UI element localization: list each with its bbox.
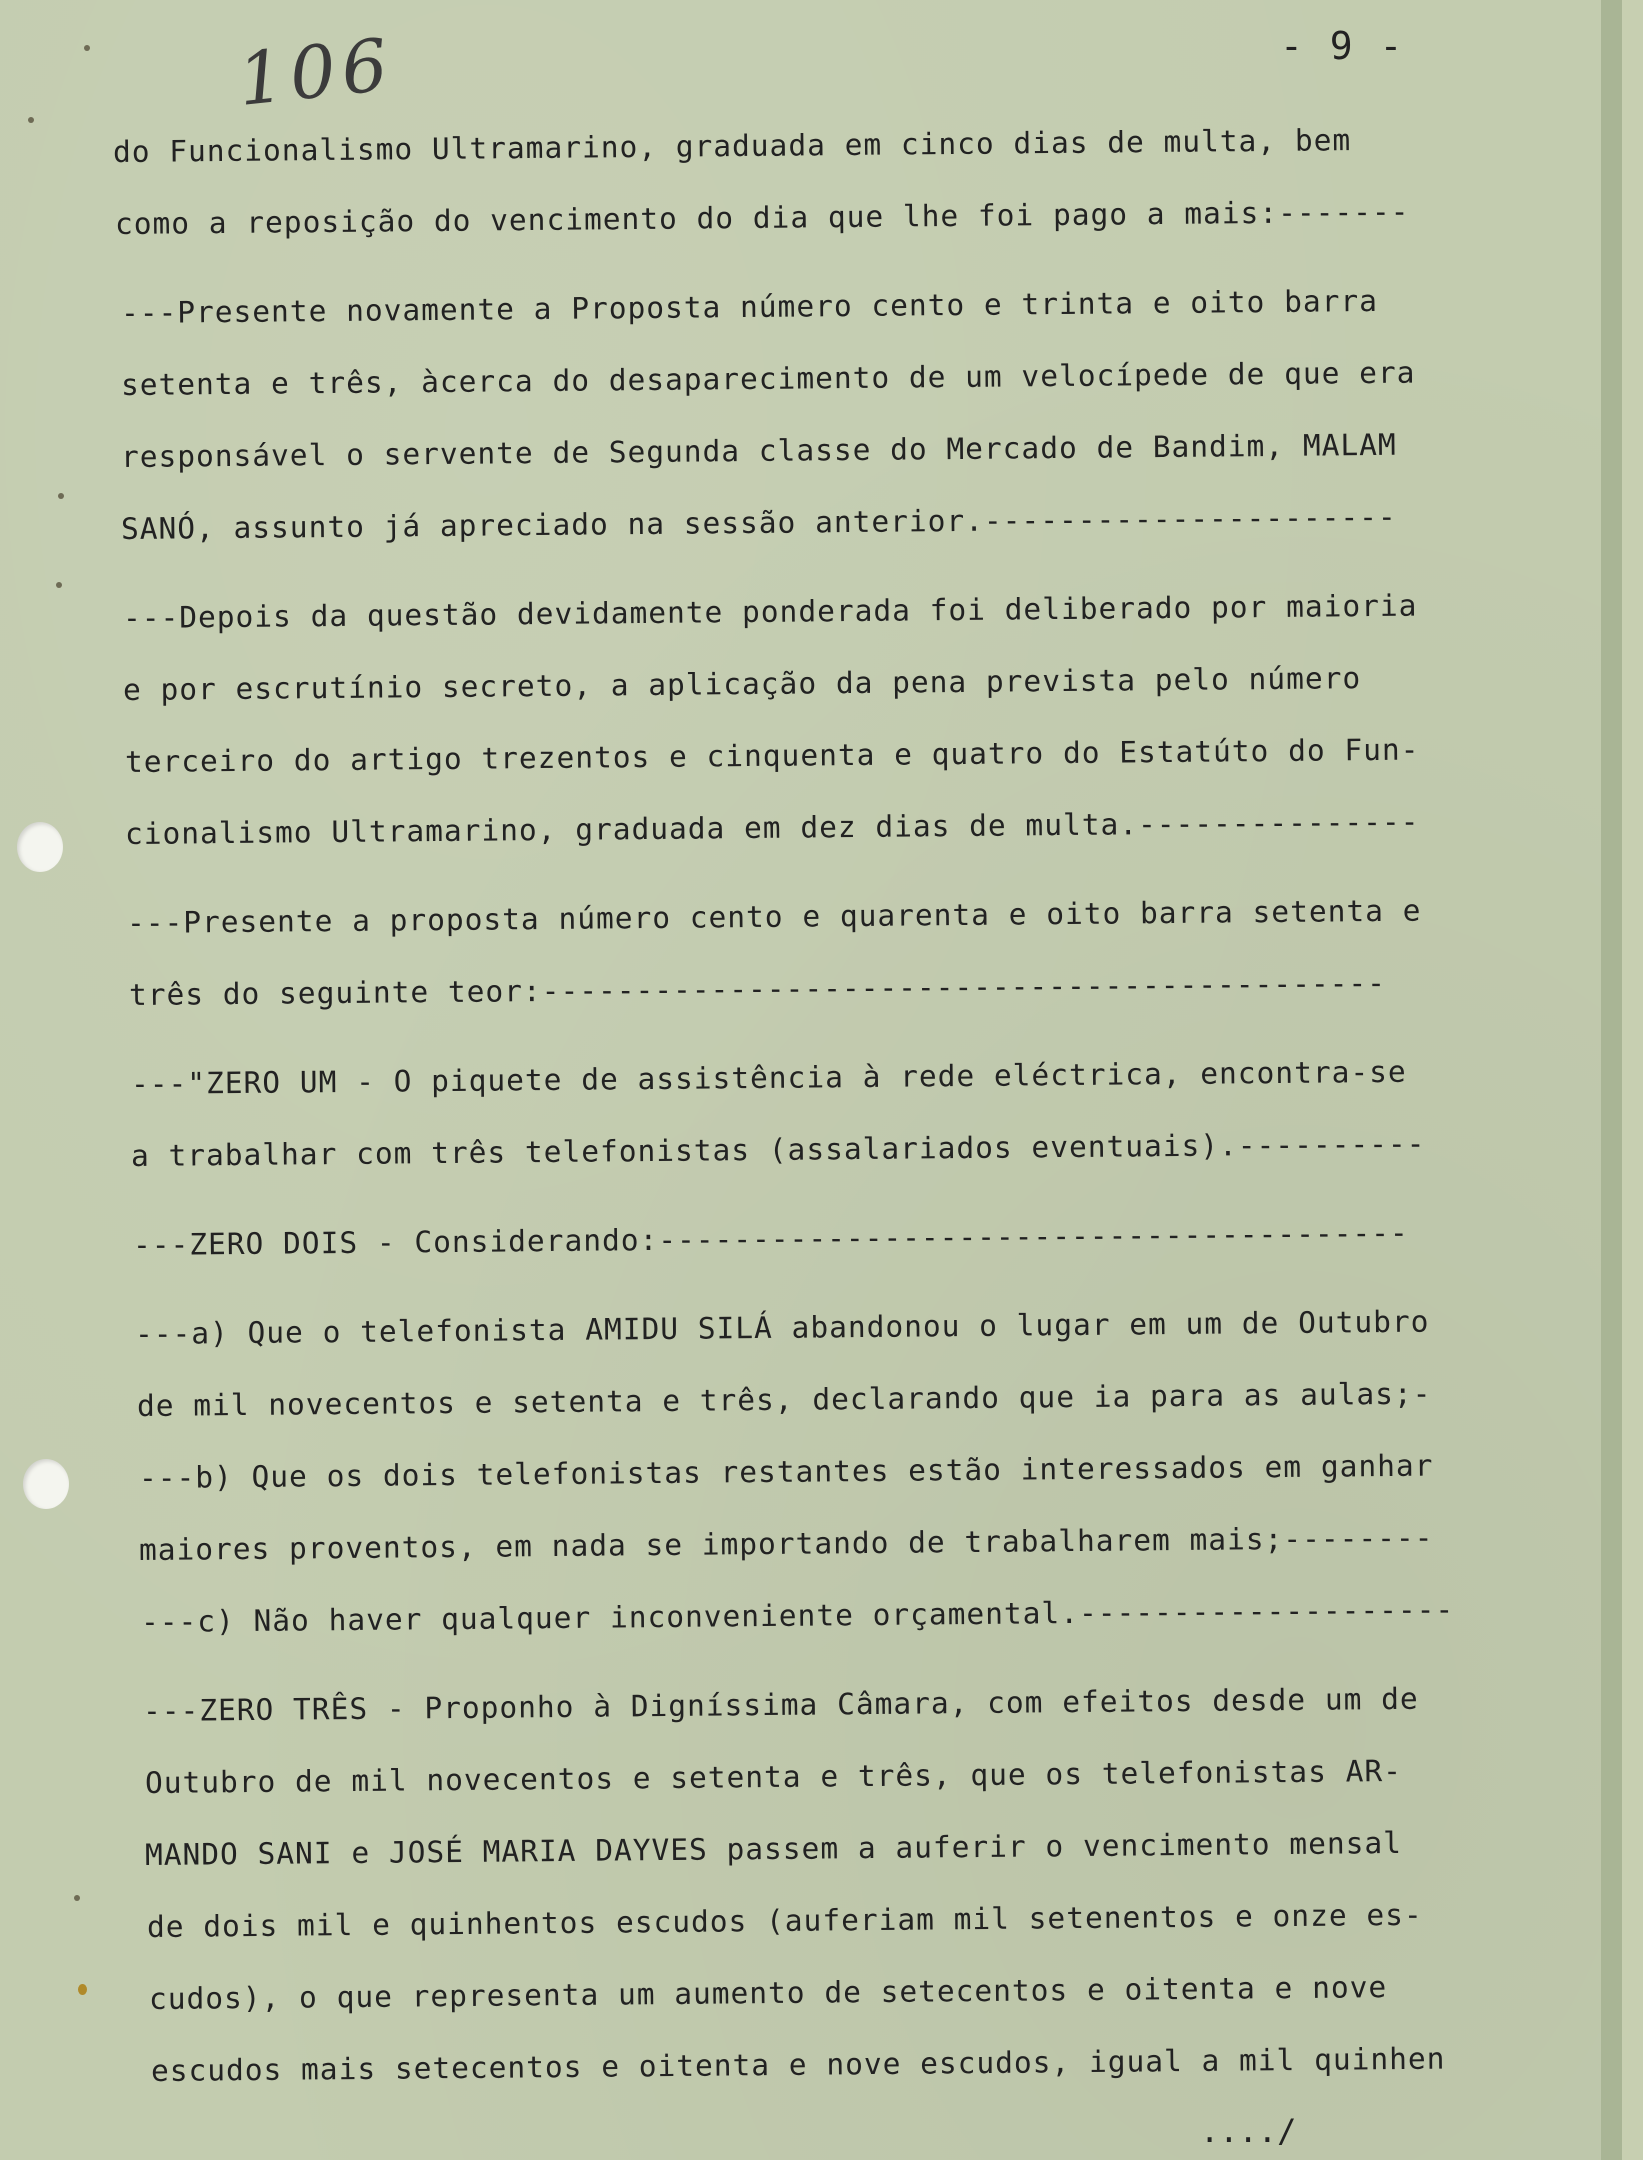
text-line: Outubro de mil novecentos e setenta e três, que os telefonistas AR- — [144, 1753, 1403, 1800]
text-line: ---ZERO TRÊS - Proponho à Digníssima Câmara, com efeitos desde um de — [142, 1681, 1419, 1728]
text-line: maiores proventos, em nada se importando de trabalharem mais;-------- — [138, 1520, 1434, 1567]
text-line: de mil novecentos e setenta e três, declarando que ia para as aulas;- — [136, 1376, 1432, 1423]
text-line: a trabalhar com três telefonistas (assalariados eventuais).---------- — [130, 1126, 1426, 1173]
text-line: e por escrutínio secreto, a aplicação da pena prevista pelo número — [122, 661, 1362, 707]
handwritten-folio-number: 106 — [234, 22, 398, 122]
text-line: ---b) Que os dois telefonistas restantes estão interessados em ganhar — [138, 1448, 1434, 1495]
text-line: terceiro do artigo trezentos e cinquenta e quatro do Estatúto do Fun- — [124, 732, 1420, 779]
text-line: responsável o servente de Segunda classe do Mercado de Bandim, MALAM — [120, 427, 1397, 474]
text-line: três do seguinte teor:--------------------------------------------- — [128, 965, 1387, 1012]
text-line: cudos), o que representa um aumento de setecentos e oitenta e nove — [148, 1970, 1388, 2016]
text-line: cionalismo Ultramarino, graduada em dez dias de multa.--------------- — [124, 804, 1420, 851]
text-line: ---Presente a proposta número cento e quarenta e oito barra setenta e — [126, 893, 1422, 940]
text-line: ---a) Que o telefonista AMIDU SILÁ abandonou o lugar em um de Outubro — [134, 1304, 1430, 1351]
text-line: ---"ZERO UM - O piquete de assistência à rede eléctrica, encontra-se — [130, 1054, 1407, 1101]
text-line: ---Depois da questão devidamente ponderada foi deliberado por maioria — [122, 588, 1418, 635]
text-line: MANDO SANI e JOSÉ MARIA DAYVES passem a auferir o vencimento mensal — [144, 1825, 1403, 1872]
text-line: do Funcionalismo Ultramarino, graduada em cinco dias de multa, bem — [112, 123, 1352, 169]
text-line: SANÓ, assunto já apreciado na sessão anterior.---------------------- — [120, 499, 1397, 546]
text-line: escudos mais setecentos e oitenta e nove escudos, igual a mil quinhen — [150, 2041, 1446, 2088]
page-number: - 9 - — [1280, 24, 1405, 68]
text-line: ---ZERO DOIS - Considerando:---------------------------------------- — [132, 1215, 1409, 1262]
text-line: como a reposição do vencimento do dia que lhe foi pago a mais:------- — [114, 194, 1410, 241]
text-line: ---c) Não haver qualquer inconveniente orçamental.-------------------- — [140, 1592, 1455, 1639]
continuation-mark: ..../ — [1200, 2112, 1297, 2150]
text-line: de dois mil e quinhentos escudos (auferiam mil setenentos e onze es- — [146, 1897, 1423, 1944]
text-line: ---Presente novamente a Proposta número cento e trinta e oito barra — [120, 283, 1379, 330]
text-line: setenta e três, àcerca do desaparecimento de um velocípede de que era — [120, 355, 1416, 402]
